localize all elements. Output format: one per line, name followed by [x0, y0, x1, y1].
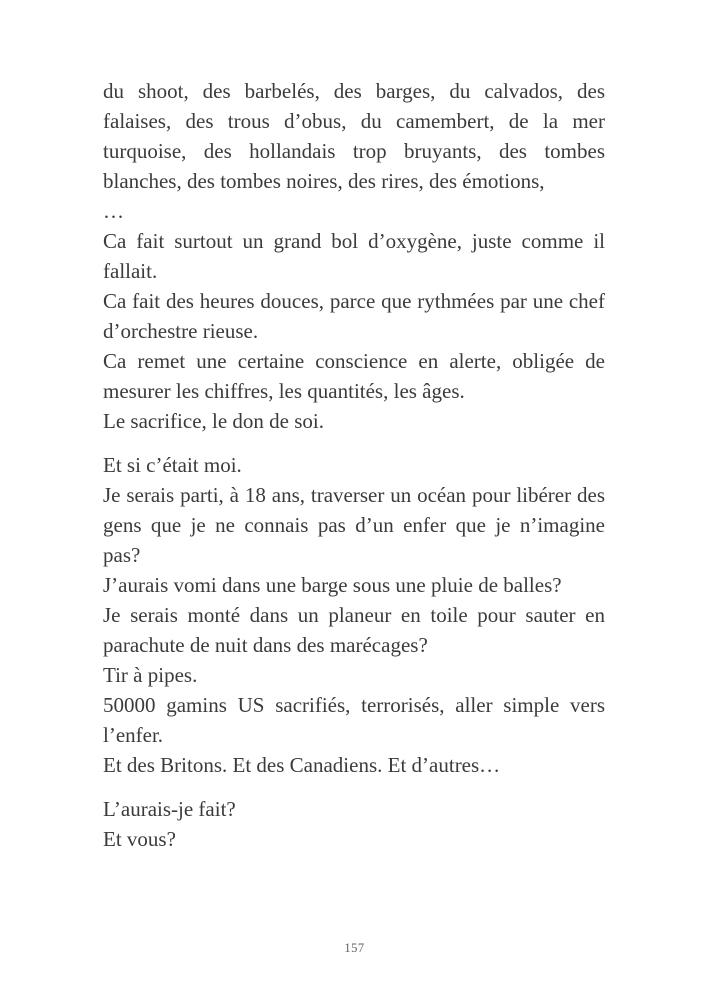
paragraph: Et vous? — [103, 827, 176, 851]
paragraph: Je serais monté dans un planeur en toile pour sauter en parachute de nuit dans des marécages? — [103, 603, 605, 657]
paragraph: Je serais parti, à 18 ans, traverser un océan pour libérer des gens que je ne connais pas d’un enfer que je n’imagine pas? — [103, 483, 605, 567]
paragraph: Tir à pipes. — [103, 663, 198, 687]
paragraph: 50000 gamins US sacrifiés, terrorisés, aller simple vers l’enfer. — [103, 693, 605, 747]
paragraph: Ca fait surtout un grand bol d’oxygène, juste comme il fallait. — [103, 229, 605, 283]
paragraph: du shoot, des barbelés, des barges, du calvados, des falaises, des trous d’obus, du camembert, de la mer turquoise, des hollandais trop bruyants, des tombes blanches, des tombes noires, des rires, des émotions, — [103, 79, 605, 193]
paragraph: Et des Britons. Et des Canadiens. Et d’autres… — [103, 753, 501, 777]
body-text — [103, 76, 605, 854]
page-number: 157 — [344, 941, 365, 955]
paragraph: J’aurais vomi dans une barge sous une pluie de balles? — [103, 573, 562, 597]
paragraph: L’aurais-je fait? — [103, 797, 236, 821]
paragraph: Ca fait des heures douces, parce que rythmées par une chef d’orchestre rieuse. — [103, 289, 605, 343]
paragraph: Et si c’était moi. — [103, 453, 242, 477]
paragraph: Le sacrifice, le don de soi. — [103, 409, 324, 433]
paragraph-ellipsis: … — [103, 199, 124, 223]
paragraph: Ca remet une certaine conscience en alerte, obligée de mesurer les chiffres, les quantités, les âges. — [103, 349, 605, 403]
